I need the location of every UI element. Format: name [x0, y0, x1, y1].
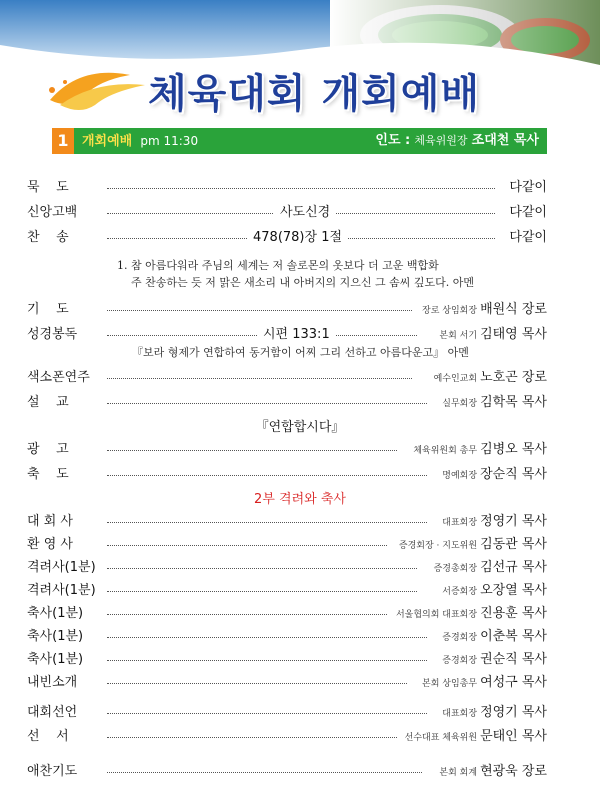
leader-dots [107, 772, 422, 773]
program-row-opening-address [27, 512, 547, 532]
row-label: 내빈소개 [27, 675, 78, 690]
row-right: 장로 상임회장 배원식 장로 [416, 300, 547, 321]
row-right: 명예회장 장순직 목사 [436, 465, 547, 486]
leader-dots [107, 637, 427, 638]
section-number: 1 [52, 128, 74, 154]
row-label: 격려사(1분) [27, 560, 96, 575]
leader-dots [107, 713, 427, 714]
row-label: 선 서 [27, 729, 69, 744]
row-label: 성경봉독 [27, 327, 78, 342]
row-label: 축사(1분) [27, 606, 84, 621]
row-label: 찬 송 [27, 230, 69, 245]
program-row-saxophone [27, 368, 547, 388]
program-row-prayer [27, 300, 547, 320]
leader-dots [107, 522, 427, 523]
leader-dots [107, 475, 427, 476]
row-mid: 사도신경 [274, 203, 336, 223]
program-row-creed [27, 203, 547, 223]
program-row-announcements [27, 440, 547, 460]
row-right: 대표회장 정영기 목사 [436, 512, 547, 533]
row-label: 축사(1분) [27, 629, 84, 644]
leader-dots [107, 660, 427, 661]
program-row-guest-introduction [27, 673, 547, 693]
row-label: 신앙고백 [27, 205, 78, 220]
program-row-congratulation-2 [27, 627, 547, 647]
row-label: 묵 도 [27, 180, 69, 195]
leader-dots [107, 545, 387, 546]
row-right: 예수인교회 노호곤 장로 [428, 368, 547, 389]
row-right: 증경총회장 김선규 목사 [428, 558, 547, 579]
row-label: 기 도 [27, 302, 69, 317]
row-right: 증경회장 · 지도위원 김동관 목사 [393, 535, 547, 556]
leader-dots [107, 683, 407, 684]
row-label: 설 교 [27, 395, 69, 410]
program-row-congratulation-1 [27, 604, 547, 624]
program-row-sermon [27, 393, 547, 413]
leader-dots [107, 591, 417, 592]
program-row-welcome [27, 535, 547, 555]
section-title: 개회예배 [82, 134, 133, 149]
row-right: 다같이 [503, 178, 547, 198]
program-row-scripture [27, 325, 547, 345]
row-label: 축사(1분) [27, 652, 84, 667]
row-right: 서증회장 오장열 목사 [436, 581, 547, 602]
leader-dots [107, 614, 387, 615]
row-label: 색소폰연주 [27, 370, 90, 385]
row-label: 환 영 사 [27, 537, 73, 552]
row-label: 격려사(1분) [27, 583, 96, 598]
row-right: 본회 상임총무 여성구 목사 [416, 673, 547, 694]
leader-dots [107, 403, 427, 404]
row-right: 서울협의회 대표회장 진용훈 목사 [390, 604, 547, 625]
program-row-meal-prayer [27, 762, 547, 782]
row-label: 대 회 사 [27, 514, 73, 529]
row-label: 대회선언 [27, 705, 78, 720]
row-label: 광 고 [27, 442, 69, 457]
program-row-oath [27, 727, 547, 747]
row-label: 축 도 [27, 467, 69, 482]
program-row-declaration [27, 703, 547, 723]
hymn-lyrics-line1: 1. 참 아름다워라 주님의 세계는 저 솔로몬의 옷보다 더 고운 백합화 [117, 259, 439, 272]
leader-name: 조대천 목사 [471, 133, 539, 148]
program-row-encouragement-2 [27, 581, 547, 601]
leader-dots [107, 737, 397, 738]
program-row-hymn [27, 228, 547, 248]
program-row-silent-prayer [27, 178, 547, 198]
row-right: 선수대표 체육위원 문태인 목사 [399, 727, 547, 748]
row-right: 본회 서기 김태영 목사 [433, 325, 547, 346]
scripture-text: 『보라 형제가 연합하여 동거함이 어찌 그리 선하고 아름다운고』 아멘 [132, 346, 469, 359]
leader-dots [107, 378, 412, 379]
row-right: 체육위원회 총무 김병오 목사 [407, 440, 547, 461]
program-row-encouragement-1 [27, 558, 547, 578]
section-header-bar [52, 128, 547, 154]
leader-role: 체육위원장 [414, 134, 468, 147]
row-label: 애찬기도 [27, 764, 78, 779]
part2-title: 2부 격려와 축사 [254, 492, 346, 507]
leader-dots [107, 188, 495, 189]
row-mid: 시편 133:1 [257, 325, 336, 345]
leader-dots [107, 568, 417, 569]
leader-label: 인도 : [375, 133, 411, 148]
row-right: 증경회장 권순직 목사 [436, 650, 547, 671]
section-time: pm 11:30 [140, 134, 199, 148]
row-right: 다같이 [503, 228, 547, 248]
section-title-group [82, 128, 198, 155]
section-leader [375, 128, 539, 154]
row-mid: 478(78)장 1절 [247, 228, 348, 248]
decorative-swirl-icon [40, 60, 160, 120]
row-right: 실무회장 김학목 목사 [436, 393, 547, 414]
sermon-title: 『연합합시다』 [255, 420, 345, 435]
leader-dots [107, 450, 397, 451]
row-right: 증경회장 이춘복 목사 [436, 627, 547, 648]
row-right: 대표회장 정영기 목사 [436, 703, 547, 724]
page-title: 체육대회 개회예배 [148, 71, 481, 117]
leader-dots [107, 310, 412, 311]
program-row-congratulation-3 [27, 650, 547, 670]
hymn-lyrics-line2: 주 찬송하는 듯 저 맑은 새소리 내 아버지의 지으신 그 솜씨 깊도다. 아멘 [131, 276, 474, 289]
row-right: 본회 회계 현광욱 장로 [433, 762, 547, 783]
header-banner [0, 0, 600, 120]
row-right: 다같이 [503, 203, 547, 223]
program-row-benediction [27, 465, 547, 485]
